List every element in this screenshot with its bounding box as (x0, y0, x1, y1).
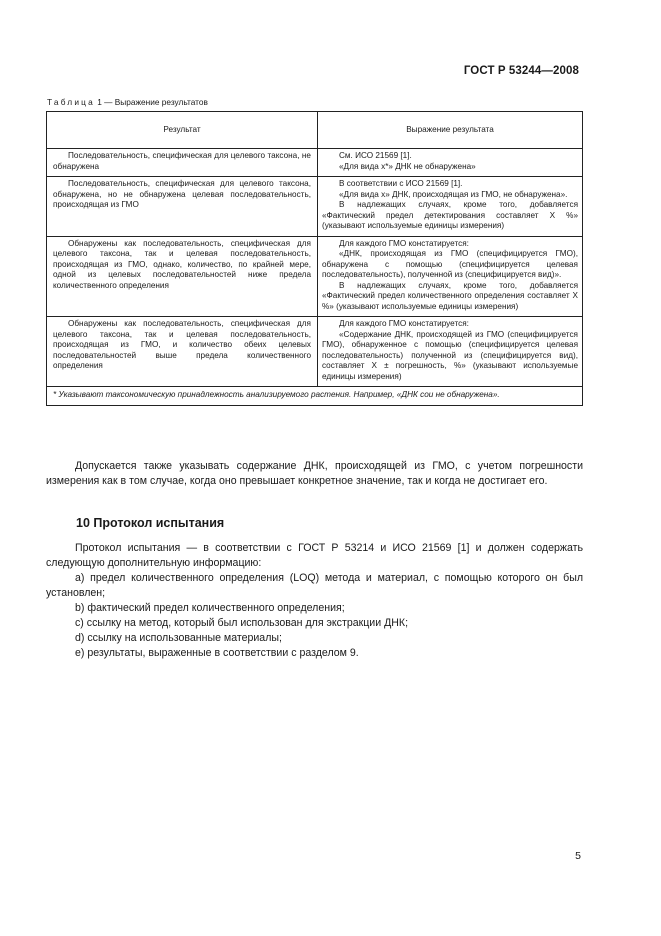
column-header-result: Результат (47, 112, 318, 149)
expression-line: В надлежащих случаях, кроме того, добавляется «Фактический предел детектирования составляет Х %» (указывают используемые единицы измерения) (322, 200, 578, 230)
expression-cell (318, 177, 583, 237)
result-cell (47, 177, 318, 237)
table-row (47, 236, 583, 317)
table-footnote: * Указывают таксономическую принадлежность анализируемого растения. Например, «ДНК сои не обнаружена». (47, 387, 583, 406)
results-table (46, 111, 583, 406)
table-caption-prefix: Таблица (47, 97, 95, 107)
expression-line: Для каждого ГМО констатируется: (339, 238, 469, 248)
result-cell (47, 236, 318, 317)
list-item: c) ссылку на метод, который был использован для экстракции ДНК; (75, 617, 409, 629)
result-text: Обнаружены как последовательность, специфическая для целевого таксона, так и целевая последовательность, происходящая из ГМО, и количество обеих целевых последовательностей выше предела количественного определения (53, 319, 311, 370)
expression-line: «ДНК, происходящая из ГМО (специфицируется ГМО), обнаружена с помощью (специфицируется целевая последовательность), полученной из (специфицируется вид)». (322, 249, 578, 279)
table-row (47, 149, 583, 177)
expression-cell (318, 236, 583, 317)
list-item: a) предел количественного определения (LOQ) метода и материал, с помощью которого он был установлен; (46, 572, 583, 599)
result-text: Обнаружены как последовательность, специфическая для целевого таксона, так и целевая последовательность, происходящая из ГМО, однако, количество, по крайней мере, одной из целевых последовательностей ниже предела количественного определения (53, 238, 311, 290)
column-header-expression: Выражение результата (318, 112, 583, 149)
table-row (47, 177, 583, 237)
expression-cell (318, 317, 583, 387)
section-intro: Протокол испытания — в соответствии с ГОСТ Р 53214 и ИСО 21569 [1] и должен содержать следующую дополнительную информацию: (46, 542, 583, 569)
document-id: ГОСТ Р 53244—2008 (463, 65, 579, 77)
expression-line: Для каждого ГМО констатируется: (339, 319, 469, 328)
result-cell (47, 149, 318, 177)
paragraph-uncertainty (46, 459, 583, 489)
table-caption-text: 1 — Выражение результатов (94, 97, 208, 107)
result-cell (47, 317, 318, 387)
result-text: Последовательность, специфическая для целевого таксона, обнаружена, но не обнаружена целевая последовательность, происходящая из ГМО (53, 179, 311, 209)
list-item: b) фактический предел количественного определения; (75, 602, 345, 614)
expression-cell (318, 149, 583, 177)
expression-line: «Для вида х» ДНК, происходящая из ГМО, не обнаружена». (339, 189, 568, 199)
table-header-row (47, 112, 583, 149)
table-footnote-row (47, 387, 583, 406)
expression-line: В надлежащих случаях, кроме того, добавляется «Фактический предел количественного определения составляет Х %» (указывают используемые единицы измерения) (322, 280, 578, 311)
expression-line: В соответствии с ИСО 21569 [1]. (339, 179, 463, 188)
page-number: 5 (575, 850, 581, 862)
table-row (47, 317, 583, 387)
section-heading: 10 Протокол испытания (76, 516, 225, 530)
expression-line: «Для вида х*» ДНК не обнаружена» (339, 161, 476, 171)
section-10-body (46, 541, 583, 661)
paragraph-text: Допускается также указывать содержание ДНК, происходящей из ГМО, с учетом погрешности измерения как в том случае, когда оно превышает конкретное значение, так и когда не достигает его. (46, 460, 583, 487)
expression-line: «Содержание ДНК, происходящей из ГМО (специфицируется ГМО), обнаруженное с помощью (специфицируется целевая последовательность) полученной из (специфицируется вид), составляет Х ± погрешность, %» (указывают используемые единицы измерения) (322, 329, 578, 381)
table-caption (47, 97, 208, 107)
list-item: e) результаты, выраженные в соответствии с разделом 9. (75, 647, 359, 659)
result-text: Последовательность, специфическая для целевого таксона, не обнаружена (53, 151, 311, 171)
expression-line: См. ИСО 21569 [1]. (339, 151, 412, 160)
list-item: d) ссылку на использованные материалы; (75, 632, 282, 644)
